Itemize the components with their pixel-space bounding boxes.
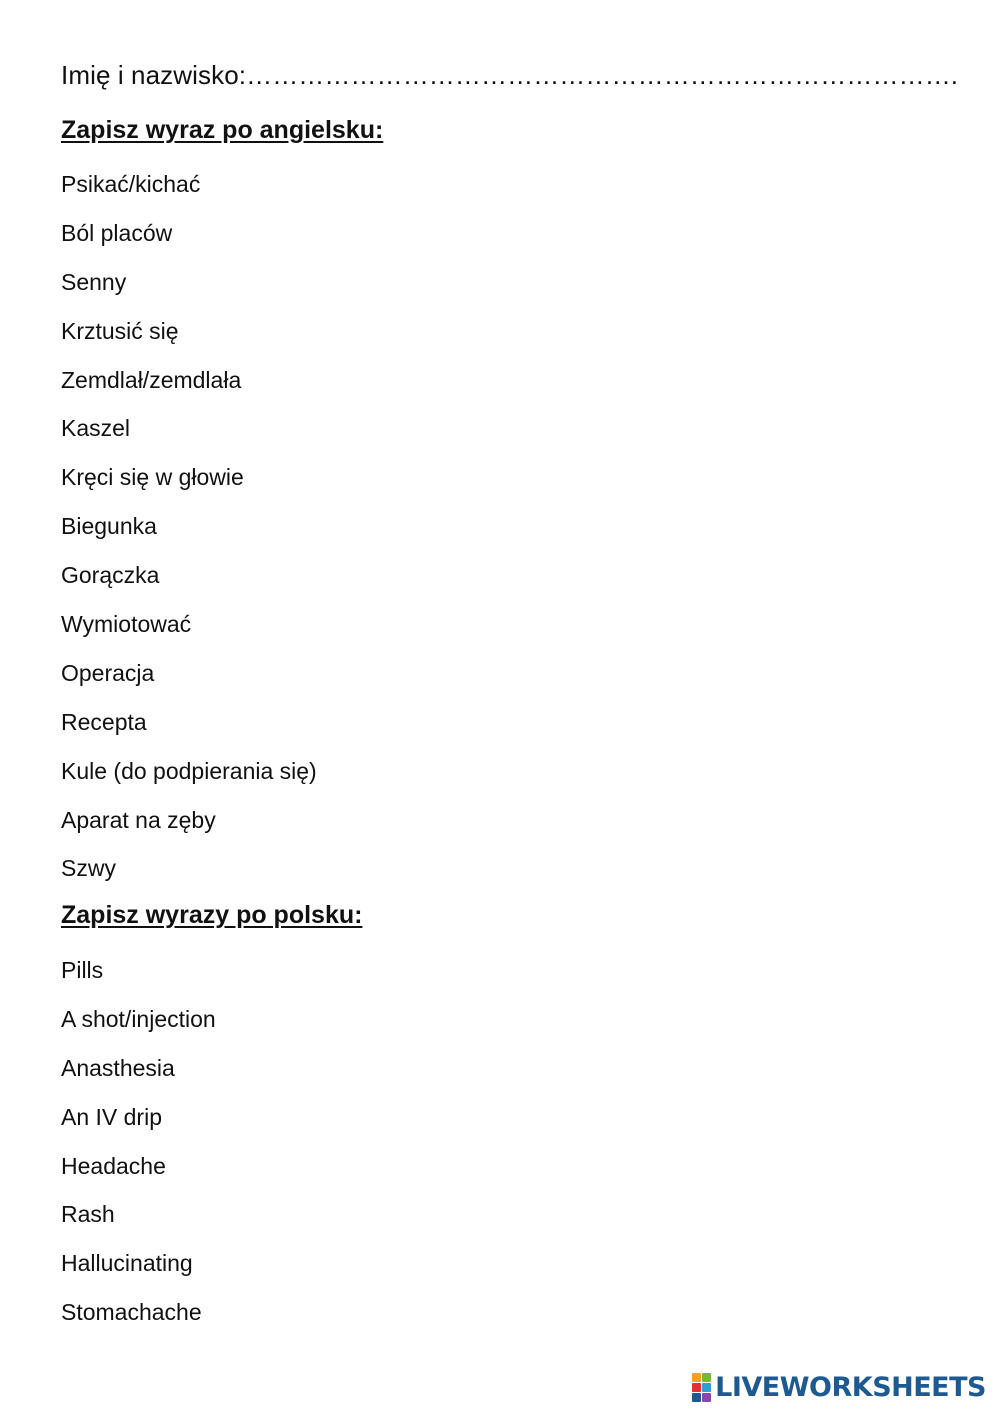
list-item: An IV drip: [61, 1103, 162, 1130]
list-item: Stomachache: [61, 1299, 202, 1326]
list-item: Szwy: [61, 855, 116, 882]
list-item: Ból placów: [61, 219, 173, 246]
word-list-polish: [61, 954, 216, 1345]
list-item: Rash: [61, 1201, 115, 1228]
list-item: Zemdlał/zemdlała: [61, 366, 242, 393]
list-item: Wymiotować: [61, 611, 192, 638]
list-item: Hallucinating: [61, 1250, 193, 1277]
logo-square: [692, 1393, 701, 1402]
logo-square: [692, 1383, 701, 1392]
list-item: Krztusić się: [61, 317, 179, 344]
list-item: Aparat na zęby: [61, 806, 216, 833]
list-item: Kręci się w głowie: [61, 464, 244, 491]
list-item: Recepta: [61, 708, 147, 735]
section-heading-english: Zapisz wyraz po angielsku:: [61, 116, 384, 144]
word-list-english: [61, 168, 317, 901]
list-item: Biegunka: [61, 513, 157, 540]
list-item: Senny: [61, 268, 127, 295]
name-field-line: Imię i nazwisko:……………………………………………………………………….: [61, 60, 959, 90]
list-item: Gorączka: [61, 562, 160, 589]
list-item: Anasthesia: [61, 1054, 175, 1081]
list-item: Operacja: [61, 659, 155, 686]
logo-square: [692, 1373, 701, 1382]
list-item: Headache: [61, 1152, 166, 1179]
liveworksheets-logo: [692, 1372, 986, 1403]
logo-square: [702, 1383, 711, 1392]
section-heading-polish: Zapisz wyrazy po polsku:: [61, 901, 363, 929]
list-item: Psikać/kichać: [61, 171, 201, 197]
list-item: Kaszel: [61, 415, 131, 442]
liveworksheets-logo-icon: [692, 1373, 711, 1402]
list-item: Kule (do podpierania się): [61, 757, 317, 784]
logo-square: [702, 1393, 711, 1402]
logo-text: LIVEWORKSHEETS: [715, 1372, 986, 1403]
list-item: A shot/injection: [61, 1005, 216, 1032]
list-item: Pills: [61, 957, 104, 983]
logo-square: [702, 1373, 711, 1382]
